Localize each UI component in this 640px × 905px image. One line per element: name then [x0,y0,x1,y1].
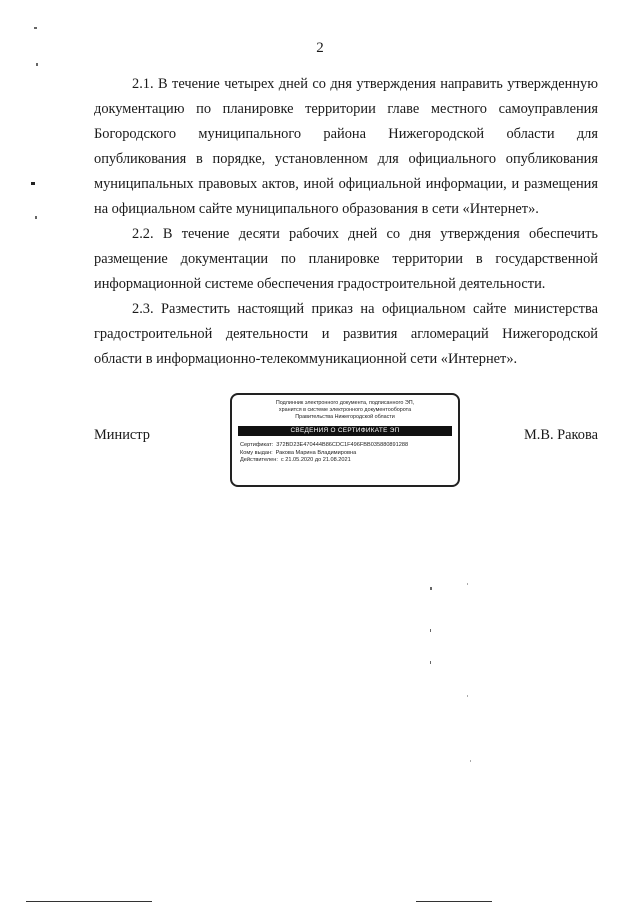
stamp-details [240,442,452,465]
footer-rule-left [26,901,152,902]
issued-to-value: Ракова Марина Владимировна [275,449,357,456]
paragraph-2-3: 2.3. Разместить настоящий приказ на официальном сайте министерства градостроительной деятельности и развития агломераций Нижегородской области в информационно-телекоммуникационной сети «Интернет». [94,301,598,367]
scan-speck [36,63,38,66]
stamp-validity-row [240,457,452,465]
scan-speck [467,695,468,697]
signatory-title: Министр [94,427,150,443]
stamp-header [232,400,458,421]
issued-to-label: Кому выдан: [240,449,273,456]
stamp-issued-to-row [240,450,452,458]
scan-speck [31,182,35,185]
document-body [94,72,598,372]
signatory-name: М.В. Ракова [523,427,598,443]
scan-speck [430,629,431,632]
stamp-header-line: хранится в системе электронного документооборота [278,407,412,413]
paragraph-2-2: 2.2. В течение десяти рабочих дней со дня утверждения обеспечить размещение документации по планировке территории в государственной информационной системе обеспечения градостроительной деятельности. [94,226,598,292]
stamp-certificate-row [240,442,452,450]
scan-speck [430,661,431,664]
scan-speck [35,216,37,219]
scan-speck [467,583,468,585]
scan-speck [430,587,432,590]
electronic-signature-stamp [230,393,460,487]
scan-speck [34,27,37,29]
scan-speck [470,760,471,762]
stamp-header-line: Подлинник электронного документа, подписанного ЭП, [275,400,415,406]
stamp-header-line: Правительства Нижегородской области [295,414,395,420]
paragraph-2-1: 2.1. В течение четырех дней со дня утверждения направить утвержденную документацию по планировке территории главе местного самоуправления Богородского муниципального района Нижегородской области для опубликования в порядке, установленном для официального опубликования муниципальных правовых актов, иной официальной информации, и размещения на официальном сайте муниципального образования в сети «Интернет». [94,76,598,217]
valid-label: Действителен: [240,457,278,463]
footer-rule-right [416,901,492,902]
certificate-label: Сертификат: [240,442,274,448]
certificate-value: 372BD23E470444B86CDC1F496FBB035880891288 [276,442,409,448]
page-number: 2 [316,40,324,56]
stamp-certificate-bar: СВЕДЕНИЯ О СЕРТИФИКАТЕ ЭП [238,426,452,436]
valid-value: с 21.05.2020 до 21.08.2021 [280,457,351,463]
